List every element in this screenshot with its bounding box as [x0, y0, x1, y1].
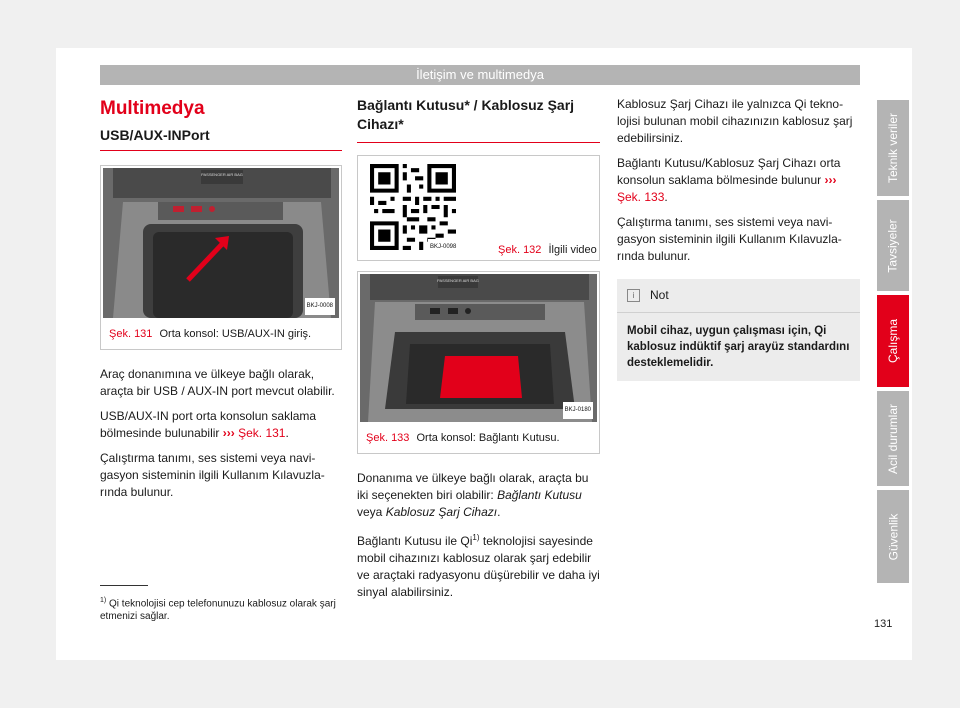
tab-guvenlik[interactable]: Güvenlik: [877, 490, 909, 583]
column-3: [617, 96, 860, 381]
paragraph: Bağlantı Kutusu/Kablosuz Şarj Cihazı orta konsolun saklama bölmesinde bulunur ››› Şek. 133.: [617, 156, 841, 204]
running-header: İletişim ve multimedya: [100, 65, 860, 85]
cross-ref-link[interactable]: Şek. 133: [617, 190, 665, 204]
tab-teknik-veriler[interactable]: Teknik veriler: [877, 100, 909, 196]
info-icon: i: [627, 289, 640, 302]
airbag-badge-text: PASSENGER AIR BAG: [201, 172, 243, 177]
console-charger-image: [360, 274, 597, 422]
paragraph: USB/AUX-IN port orta konsolun saklama bölmesinde bulunabilir ››› Şek. 131.: [100, 409, 317, 440]
footnote-text: Qi teknolojisi cep telefonunuzu kablosuz olarak şarj etmenizi sağlar.: [100, 598, 336, 623]
charging-pad-highlight: [440, 356, 522, 398]
footnote-divider: [100, 585, 148, 586]
paragraph: Bağlantı Kutusu ile Qi$^{1)}$ teknolojisi sayesinde mobil cihazınızı kablosuz olarak şarj edebilir ve araçtaki radyasyonu düşürebilir ve daha iyi sinyal alabilirsiniz.: [357, 533, 600, 599]
figure-133: [357, 271, 600, 454]
qr-code-icon[interactable]: [370, 164, 456, 250]
figure-code: BKJ-0098: [428, 239, 458, 256]
figure-caption-text: İlgili video: [548, 244, 597, 256]
figure-code: BKJ-0180: [563, 402, 593, 419]
usb-port-1: [173, 206, 184, 212]
tab-tavsiyeler[interactable]: Tavsiyeler: [877, 200, 909, 291]
note-body: Mobil cihaz, uygun çalışması için, Qi kablosuz indüktif şarj arayüz standardını desteklemelidir.: [627, 325, 850, 369]
paragraph: Araç donanımına ve ülkeye bağlı olarak, araçta bir USB / AUX-IN port mevcut olabilir.: [100, 367, 335, 398]
paragraph: Donanıma ve ülkeye bağlı olarak, araçta bu iki seçenekten biri olabilir: Bağlantı Kutusu veya Kablosuz Şarj Cihazı.: [357, 471, 589, 519]
note-title: Not: [650, 288, 669, 302]
footnote-marker: 1): [100, 597, 107, 604]
cross-ref-arrows: ›››: [824, 173, 837, 187]
footnote: [100, 585, 342, 623]
subsection-title: Bağlantı Kutusu* / Kablosuz Şarj Cihazı*: [357, 96, 600, 143]
console-usb-image: [103, 168, 339, 318]
figure-ref: Şek. 132: [498, 244, 542, 256]
footnote-marker[interactable]: 1): [472, 533, 480, 542]
page-number: 131: [874, 618, 893, 630]
column-2: [357, 96, 600, 609]
usb-port-2: [448, 308, 458, 314]
usb-port-2: [191, 206, 202, 212]
aux-port: [209, 206, 215, 212]
paragraph: Kablosuz Şarj Cihazı ile yalnızca Qi teknolojisi bulunan mobil cihazınızın kablosuz şarj edebilirsiniz.: [617, 97, 853, 145]
console-illustration: [103, 168, 339, 318]
figure-131: [100, 165, 342, 350]
figure-caption-text: Orta konsol: Bağlantı Kutusu.: [416, 432, 560, 444]
subsection-title: USB/AUX-INPort: [100, 127, 342, 151]
paragraph: Çalıştırma tanımı, ses sistemi veya navigasyon sisteminin ilgili Kullanım Kılavuzlarında bulunur.: [617, 215, 842, 263]
figure-ref: Şek. 133: [366, 432, 410, 444]
cross-ref-arrows: ›››: [222, 426, 235, 440]
tab-acil-durumlar[interactable]: Acil durumlar: [877, 391, 909, 486]
column-1: [100, 96, 342, 509]
qr-code-graphic: [370, 164, 456, 250]
figure-caption-text: Orta konsol: USB/AUX-IN giriş.: [159, 328, 312, 340]
note-header: [617, 279, 860, 313]
figure-132: [357, 155, 600, 261]
console-illustration: [360, 274, 597, 422]
paragraph: Çalıştırma tanımı, ses sistemi veya navigasyon sisteminin ilgili Kullanım Kılavuzlarında bulunur.: [100, 451, 325, 499]
note-box: [617, 279, 860, 381]
figure-ref: Şek. 131: [109, 328, 153, 340]
figure-caption: [498, 242, 597, 259]
airbag-badge-text: PASSENGER AIR BAG: [437, 278, 479, 283]
figure-caption: [358, 424, 599, 453]
figure-caption: [101, 320, 341, 349]
usb-port-1: [430, 308, 440, 314]
section-title: Multimedya: [100, 98, 205, 119]
figure-code: BKJ-0008: [305, 298, 335, 315]
tab-calisma[interactable]: Çalışma: [877, 295, 909, 387]
aux-port: [465, 308, 471, 314]
cross-ref-link[interactable]: Şek. 131: [238, 426, 286, 440]
